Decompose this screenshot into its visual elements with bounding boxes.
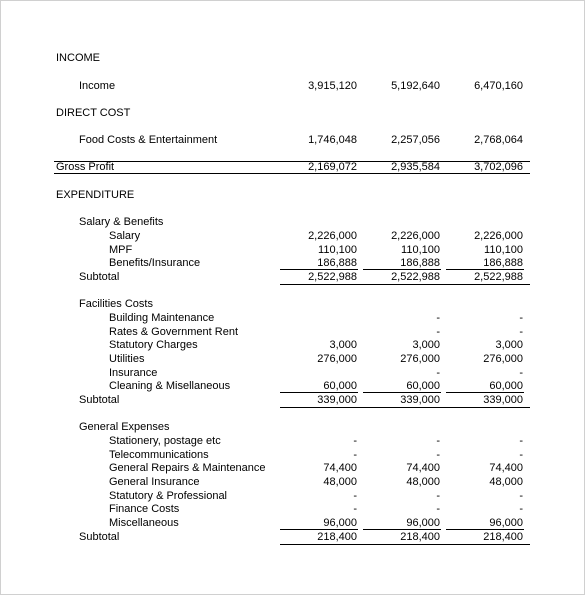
general-item-value: 48,000 xyxy=(323,476,357,488)
facilities-subtotal-value: 339,000 xyxy=(483,394,523,406)
facilities-item-value: 3,000 xyxy=(329,339,357,351)
general-item-label: General Insurance xyxy=(109,476,200,488)
facilities-item-label: Statutory Charges xyxy=(109,339,198,351)
gross-profit-value-1: 2,169,072 xyxy=(308,161,357,173)
subtotal-rule xyxy=(363,392,441,393)
facilities-item-value: - xyxy=(519,326,523,338)
mpf-item-value: 110,100 xyxy=(401,244,440,256)
facilities-item-value: - xyxy=(519,367,523,379)
salary-subtotal-value: 2,522,988 xyxy=(308,271,357,283)
facilities-item-value: - xyxy=(436,367,440,379)
subtotal-rule xyxy=(446,269,524,270)
mpf-item-label: MPF xyxy=(109,244,133,256)
general-item-value: - xyxy=(436,490,440,502)
general-subtotal-value: 218,400 xyxy=(483,531,523,543)
expenditure-heading: EXPENDITURE xyxy=(56,189,135,201)
general-item-value: - xyxy=(519,435,523,447)
direct-cost-value-3: 2,768,064 xyxy=(474,134,523,146)
general-item-value: 74,400 xyxy=(489,462,523,474)
general-item-label: Stationery, postage etc xyxy=(109,435,221,447)
mpf-item-value: 110,100 xyxy=(318,244,357,256)
general-item-value: - xyxy=(353,449,357,461)
salary-item-value: 2,226,000 xyxy=(474,230,523,242)
subtotal-rule xyxy=(280,269,358,270)
income-heading: INCOME xyxy=(56,52,100,64)
general-item-value: 96,000 xyxy=(489,517,523,529)
facilities-item-label: Insurance xyxy=(109,367,158,379)
general-item-value: - xyxy=(436,449,440,461)
subtotal-underline xyxy=(280,284,530,285)
gross-profit-value-2: 2,935,584 xyxy=(391,161,440,173)
general-item-value: - xyxy=(519,503,523,515)
general-item-value: 48,000 xyxy=(406,476,440,488)
general-item-value: - xyxy=(519,490,523,502)
facilities-subtotal-label: Subtotal xyxy=(79,394,120,406)
facilities-item-label: Cleaning & Misellaneous xyxy=(109,380,231,392)
facilities-item-label: Building Maintenance xyxy=(109,312,215,324)
general-subtotal-value: 218,400 xyxy=(317,531,357,543)
salary-subtotal-value: 2,522,988 xyxy=(391,271,440,283)
general-item-value: - xyxy=(353,490,357,502)
facilities-subtotal-value: 339,000 xyxy=(317,394,357,406)
income-value-3: 6,470,160 xyxy=(474,80,523,92)
income-value-1: 3,915,120 xyxy=(308,80,357,92)
general-item-label: Telecommunications xyxy=(109,449,209,461)
general-item-value: 74,400 xyxy=(406,462,440,474)
income-value-2: 5,192,640 xyxy=(391,80,440,92)
gross-profit-value-3: 3,702,096 xyxy=(474,161,523,173)
salary-item-value: 2,226,000 xyxy=(391,230,440,242)
facilities-item-value: 276,000 xyxy=(400,353,440,365)
facilities-item-value: - xyxy=(519,312,523,324)
direct-cost-heading: DIRECT COST xyxy=(56,107,131,119)
subtotal-rule xyxy=(446,392,524,393)
subtotal-underline xyxy=(280,407,530,408)
subtotal-underline xyxy=(280,544,530,545)
general-item-value: - xyxy=(353,435,357,447)
general-item-value: 48,000 xyxy=(489,476,523,488)
direct-cost-value-2: 2,257,056 xyxy=(391,134,440,146)
facilities-item-value: 60,000 xyxy=(323,380,357,392)
salary-section-title: Salary & Benefits xyxy=(79,216,164,228)
general-subtotal-label: Subtotal xyxy=(79,531,120,543)
general-item-value: - xyxy=(519,449,523,461)
general-item-value: - xyxy=(353,503,357,515)
facilities-item-value: 276,000 xyxy=(317,353,357,365)
salary-item-label: Salary xyxy=(109,230,141,242)
facilities-item-value: 276,000 xyxy=(483,353,523,365)
facilities-item-label: Rates & Government Rent xyxy=(109,326,239,338)
facilities-item-value: - xyxy=(436,312,440,324)
general-item-label: General Repairs & Maintenance xyxy=(109,462,266,474)
subtotal-rule xyxy=(363,269,441,270)
salary-item-value: 2,226,000 xyxy=(308,230,357,242)
general-item-value: - xyxy=(436,503,440,515)
facilities-subtotal-value: 339,000 xyxy=(400,394,440,406)
general-item-value: 96,000 xyxy=(406,517,440,529)
salary-subtotal-label: Subtotal xyxy=(79,271,120,283)
general-item-label: Finance Costs xyxy=(109,503,180,515)
facilities-item-value: - xyxy=(436,326,440,338)
general-item-value: - xyxy=(436,435,440,447)
facilities-item-value: 60,000 xyxy=(489,380,523,392)
subtotal-rule xyxy=(280,392,358,393)
gross-profit-label: Gross Profit xyxy=(56,161,115,173)
subtotal-rule xyxy=(446,529,524,530)
income-label: Income xyxy=(79,80,116,92)
facilities-item-value: 3,000 xyxy=(412,339,440,351)
general-item-label: Statutory & Professional xyxy=(109,490,228,502)
benefits-item-label: Benefits/Insurance xyxy=(109,257,201,269)
subtotal-rule xyxy=(280,529,358,530)
general-subtotal-value: 218,400 xyxy=(400,531,440,543)
facilities-item-value: 3,000 xyxy=(495,339,523,351)
facilities-item-label: Utilities xyxy=(109,353,145,365)
benefits-item-value: 186,888 xyxy=(317,257,357,269)
general-item-value: 96,000 xyxy=(323,517,357,529)
mpf-item-value: 110,100 xyxy=(484,244,523,256)
direct-cost-value-1: 1,746,048 xyxy=(308,134,357,146)
facilities-item-value: 60,000 xyxy=(406,380,440,392)
direct-cost-label: Food Costs & Entertainment xyxy=(79,134,218,146)
general-item-value: 74,400 xyxy=(323,462,357,474)
salary-subtotal-value: 2,522,988 xyxy=(474,271,523,283)
general-section-title: General Expenses xyxy=(79,421,170,433)
facilities-section-title: Facilities Costs xyxy=(79,298,153,310)
general-item-label: Miscellaneous xyxy=(109,517,179,529)
subtotal-rule xyxy=(363,529,441,530)
benefits-item-value: 186,888 xyxy=(400,257,440,269)
benefits-item-value: 186,888 xyxy=(483,257,523,269)
